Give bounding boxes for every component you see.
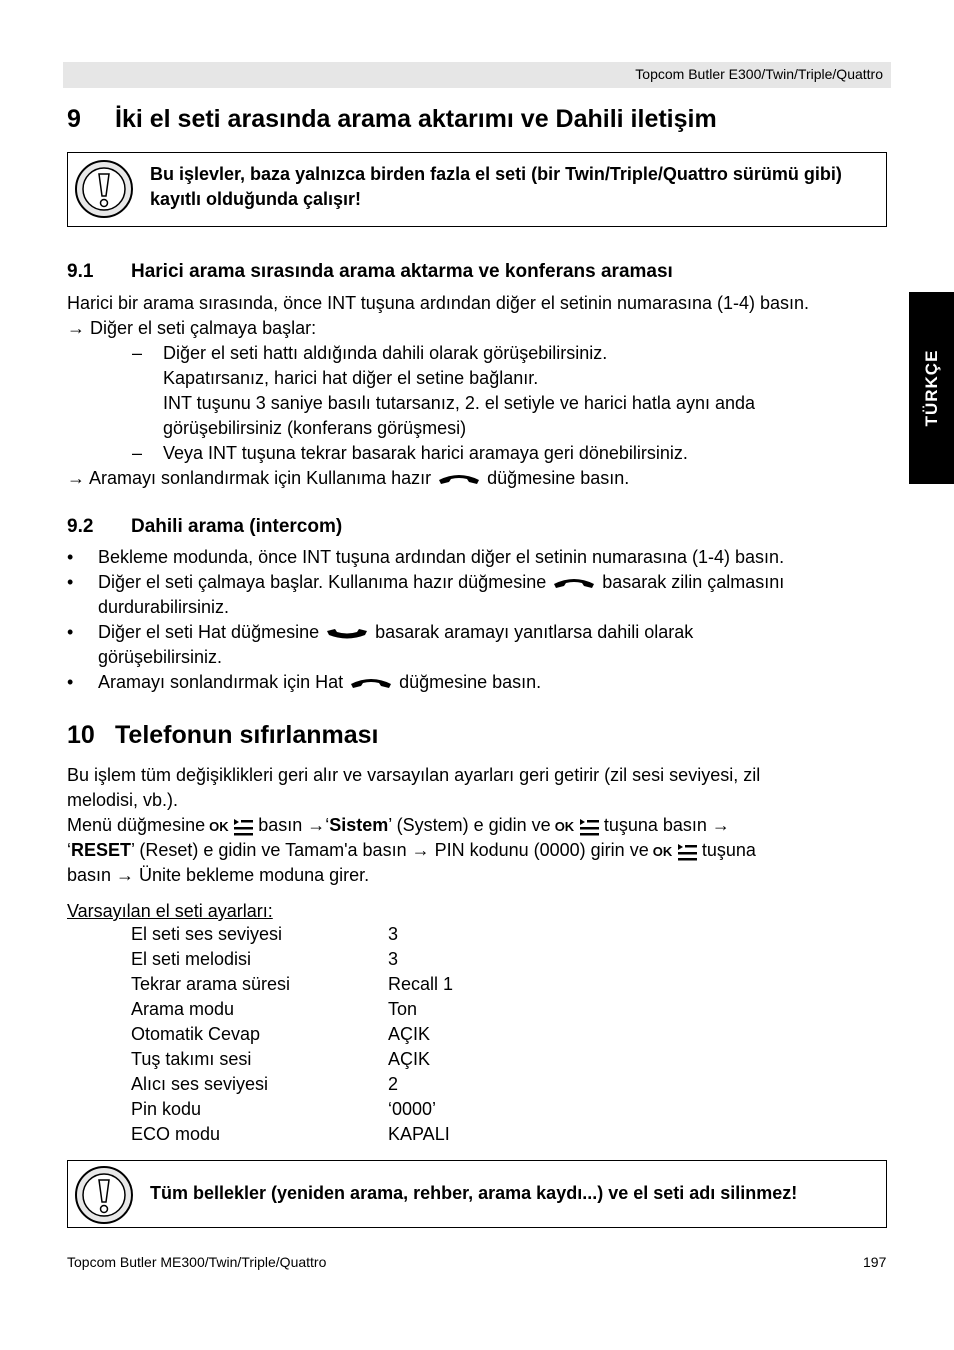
page-number: 197 (863, 1254, 887, 1270)
text: basarak zilin çalmasını (602, 572, 785, 592)
subsection-number: 9.1 (67, 261, 94, 282)
paragraph: → Diğer el seti çalmaya başlar: (67, 318, 317, 338)
note-text: Bu işlevler, baza yalnızca birden fazla el seti (bir Twin/Triple/Quattro sürümü gibi) kayıtlı olduğunda çalışır! (150, 164, 842, 209)
ok-menu-icon (653, 839, 698, 864)
dash-item-text: Veya INT tuşuna tekrar basarak harici aramaya geri dönebilirsiniz. (163, 443, 688, 463)
defaults-title: Varsayılan el seti ayarları: (67, 901, 273, 921)
subsection-title: Dahili arama (intercom) (131, 516, 343, 537)
default-setting-value: AÇIK (388, 1024, 431, 1044)
bullet-text (98, 670, 541, 695)
text: Sistem (329, 815, 389, 835)
ok-label: OK (554, 818, 575, 834)
language-tab-label: TÜRKÇE (921, 349, 941, 427)
default-setting-value: AÇIK (388, 1049, 431, 1069)
text: → Aramayı sonlandırmak için Kullanıma hazır (67, 468, 432, 488)
text: düğmesine basın. (487, 468, 630, 488)
ok-menu-icon (209, 814, 254, 839)
default-setting-label: Tekrar arama süresi (131, 974, 291, 994)
hang-up-phone-icon (349, 676, 393, 690)
paragraph: melodisi, vb.). (67, 790, 179, 810)
default-setting-value: ‘0000’ (388, 1099, 437, 1119)
text: düğmesine basın. (399, 672, 542, 692)
paragraph (67, 813, 730, 839)
text: tuşuna basın → (603, 815, 730, 835)
text: basın →‘ (258, 815, 330, 835)
bullet-marker: • (67, 622, 74, 642)
dash-item-text: INT tuşunu 3 saniye basılı tutarsanız, 2. el setiyle ve harici hatla aynı anda (163, 393, 755, 413)
ok-label: OK (652, 843, 673, 859)
text: ‘ (67, 840, 71, 860)
dash-item-text: görüşebilirsiniz (konferans görüşmesi) (163, 418, 467, 438)
default-setting-label: Pin kodu (131, 1099, 202, 1119)
section-10-heading (67, 721, 378, 750)
dash-item-text: Diğer el seti hattı aldığında dahili olarak görüşebilirsiniz. (163, 343, 608, 363)
note-text: Tüm bellekler (yeniden arama, rehber, arama kaydı...) ve el seti adı silinmez! (150, 1183, 798, 1203)
subsection-title: Harici arama sırasında arama aktarma ve konferans araması (131, 261, 673, 282)
default-setting-value: KAPALI (388, 1124, 450, 1144)
paragraph: basın → Ünite bekleme moduna girer. (67, 865, 370, 885)
section-title: Telefonun sıfırlanması (115, 721, 379, 749)
note-box-2 (67, 1160, 887, 1228)
paragraph (67, 466, 629, 491)
section-number: 10 (67, 721, 95, 749)
text: Menü düğmesine (67, 815, 206, 835)
note-box-1 (67, 152, 887, 227)
header-title: Topcom Butler E300/Twin/Triple/Quattro (635, 66, 883, 82)
default-setting-label: Arama modu (131, 999, 235, 1019)
bullet-text: Bekleme modunda, önce INT tuşuna ardından diğer el setinin numarasına (1-4) basın. (98, 547, 785, 567)
default-setting-value: Recall 1 (388, 974, 454, 994)
default-setting-label: El seti melodisi (131, 949, 252, 969)
default-setting-label: Tuş takımı sesi (131, 1049, 252, 1069)
default-setting-value: Ton (388, 999, 418, 1019)
paragraph (67, 838, 756, 864)
text: Diğer el seti çalmaya başlar. Kullanıma hazır düğmesine (98, 572, 547, 592)
page-header (63, 62, 891, 88)
hang-up-phone-icon (552, 576, 596, 590)
default-setting-label: Otomatik Cevap (131, 1024, 261, 1044)
section-number: 9 (67, 105, 81, 133)
exclamation-warning-icon (74, 1165, 134, 1225)
bullet-marker: • (67, 547, 74, 567)
default-setting-label: Alıcı ses seviyesi (131, 1074, 269, 1094)
subsection-9-1-heading (67, 261, 673, 283)
text: basarak aramayı yanıtlarsa dahili olarak (375, 622, 694, 642)
hang-up-phone-icon (437, 472, 481, 486)
section-9-heading (67, 105, 717, 134)
text: Diğer el seti Hat düğmesine (98, 622, 320, 642)
pick-up-phone-icon (325, 626, 369, 640)
subsection-number: 9.2 (67, 516, 94, 537)
ok-menu-icon (555, 814, 600, 839)
subsection-9-2-heading (67, 516, 342, 538)
dash-item-text: Kapatırsanız, harici hat diğer el setine bağlanır. (163, 368, 539, 388)
text: Aramayı sonlandırmak için Hat (98, 672, 344, 692)
text: ’ (System) e gidin ve (388, 815, 551, 835)
ok-label: OK (209, 818, 229, 834)
bullet-text (98, 620, 693, 645)
bullet-text: durdurabilirsiniz. (98, 597, 230, 617)
text: ’ (Reset) e gidin ve Tamam'a basın → PIN kodunu (0000) girin ve (131, 840, 649, 860)
default-setting-value: 3 (388, 949, 399, 969)
exclamation-warning-icon (74, 159, 134, 219)
footer-title: Topcom Butler ME300/Twin/Triple/Quattro (67, 1254, 327, 1270)
language-tab (909, 292, 954, 484)
dash-marker: – (132, 343, 143, 363)
default-setting-label: ECO modu (131, 1124, 221, 1144)
dash-marker: – (132, 443, 143, 463)
bullet-text: görüşebilirsiniz. (98, 647, 223, 667)
paragraph: Harici bir arama sırasında, önce INT tuşuna ardından diğer el setinin numarasına (1-4) basın. (67, 293, 810, 313)
bullet-marker: • (67, 672, 74, 692)
text: tuşuna (701, 840, 756, 860)
default-setting-label: El seti ses seviyesi (131, 924, 283, 944)
default-setting-value: 3 (388, 924, 399, 944)
section-title: İki el seti arasında arama aktarımı ve Dahili iletişim (115, 105, 717, 133)
default-setting-value: 2 (388, 1074, 399, 1094)
bullet-text (98, 570, 784, 595)
text: RESET (71, 840, 132, 860)
paragraph: Bu işlem tüm değişiklikleri geri alır ve varsayılan ayarları geri getirir (zil sesi seviyesi, zil (67, 765, 761, 785)
bullet-marker: • (67, 572, 74, 592)
